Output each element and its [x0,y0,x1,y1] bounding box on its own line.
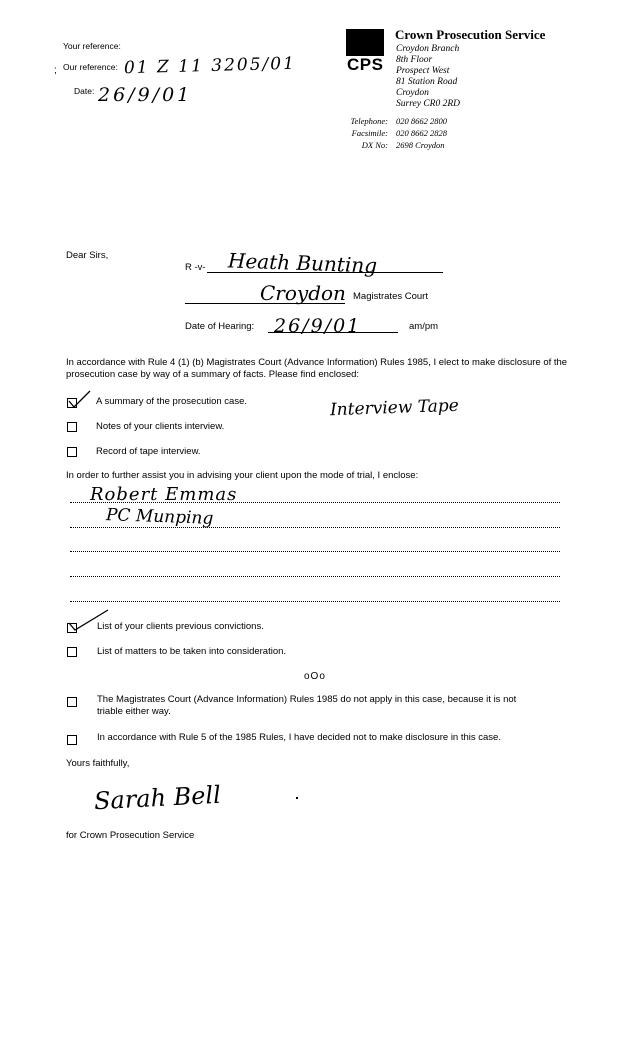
address-block [396,44,460,110]
address-line: Croydon [396,88,429,98]
court-label: Magistrates Court [353,291,428,302]
mode-of-trial-text: In order to further assist you in advising your client upon the mode of trial, I enclose: [66,470,419,481]
dotted-line [70,502,560,503]
your-reference-label: Your reference: [63,41,121,51]
defendant-line [207,272,443,273]
margin-mark: ; [54,65,57,76]
dotted-line [70,527,560,528]
hearing-label: Date of Hearing: [185,321,255,332]
closing: Yours faithfully, [66,758,130,769]
checklist-label: A summary of the prosecution case. [96,396,248,407]
our-reference-label: Our reference: [63,62,118,72]
hearing-suffix: am/pm [409,321,439,332]
cps-logo [346,29,384,56]
cps-logo-text: CPS [347,55,384,74]
address-line: Croydon Branch [396,44,460,54]
dx-label: DX No: [361,140,388,150]
separator: oOo [304,671,326,682]
case-prefix: R -v- [185,262,206,273]
hearing-date: 26/9/01 [274,315,362,337]
salutation: Dear Sirs, [66,250,109,261]
checkbox-tape[interactable] [67,447,77,457]
telephone-label: Telephone: [350,116,388,126]
signoff: for Crown Prosecution Service [66,830,195,841]
dotted-line [70,601,560,602]
checklist-label: Notes of your clients interview. [96,421,225,432]
handwritten-note: Interview Tape [329,395,460,421]
checkbox-tic[interactable] [67,647,77,657]
org-name: Crown Prosecution Service [395,27,546,42]
fax-label: Facsimile: [351,128,388,138]
dotted-line [70,576,560,577]
address-line: Prospect West [396,66,450,76]
rule5-text: In accordance with Rule 5 of the 1985 Rules, I have decided not to make disclosure in this case. [97,732,501,743]
not-apply-line: triable either way. [97,706,171,717]
defendant-name: Heath Bunting [227,248,378,278]
check-mark-icon [64,388,92,410]
signature: Sarah Bell [93,780,222,816]
checkbox-notes[interactable] [67,422,77,432]
convictions-label: List of your clients previous convictions. [97,621,264,632]
checklist-label: Record of tape interview. [96,446,201,457]
address-line: Surrey CR0 2RD [396,99,461,109]
checkbox-rule5[interactable] [67,735,77,745]
ink-dot [296,797,298,799]
court-place: Croydon [260,281,346,305]
hearing-line [268,332,398,333]
telephone-value: 020 8662 2800 [396,116,447,126]
date-value: 26/9/01 [98,84,193,106]
our-reference-value: 01 Z 11 3205/01 [123,53,297,79]
enclosure-item: Robert Emmas [90,484,238,505]
enclosure-item: PC Munping [105,505,214,529]
court-line [185,303,345,304]
checkbox-not-apply[interactable] [67,697,77,707]
date-label: Date: [74,86,95,96]
fax-value: 020 8662 2828 [396,128,447,138]
tic-label: List of matters to be taken into consideration. [97,646,287,657]
address-line: 8th Floor [396,55,433,65]
dx-value: 2698 Croydon [396,140,445,150]
not-apply-line: The Magistrates Court (Advance Information) Rules 1985 do not apply in this case, because it is not [97,694,517,705]
election-text: In accordance with Rule 4 (1) (b) Magistrates Court (Advance Information) Rules 1985, I elect to make disclosure of the prosecution case by way of a summary of facts. Please find enclosed: [66,357,568,380]
dotted-line [70,551,560,552]
address-line: 81 Station Road [396,77,458,87]
